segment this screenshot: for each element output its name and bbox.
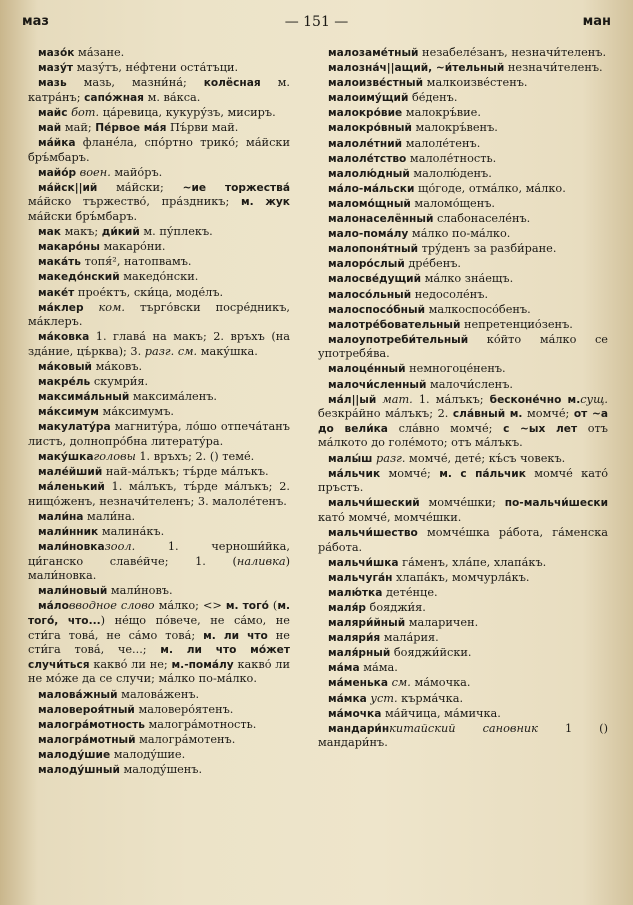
entry-headword: ма́ковый [38, 360, 92, 373]
right-column [318, 46, 608, 751]
dictionary-entry [28, 166, 290, 181]
entry-headword: мало-пома́лу [328, 228, 409, 241]
entry-text: ма́йски; [97, 180, 183, 194]
entry-text: м. катра́нъ; [28, 76, 290, 104]
dictionary-entry [318, 661, 608, 676]
entry-headword: майс [38, 106, 68, 119]
entry-text: малогра́мотенъ. [135, 732, 236, 746]
dictionary-entry [318, 362, 608, 377]
entry-text: 1. [135, 540, 212, 554]
entry-text: какво́ ли не мо́же да се случи; [28, 657, 290, 686]
entry-text: не сти́га това́, че...; [28, 628, 290, 657]
entry-headword: м. того́ [225, 600, 269, 613]
entry-headword: малоду́шие [38, 748, 111, 761]
entry-headword: маловероя́тный [38, 703, 135, 716]
entry-headword: максима́льный [38, 391, 130, 404]
entry-text: момче́; [380, 466, 440, 480]
entry-headword: ма́мка [328, 692, 367, 705]
dictionary-entry [28, 718, 290, 733]
entry-headword: малоизве́стный [328, 77, 424, 90]
entry-text: ) теме́. [214, 450, 255, 464]
page-header [22, 14, 611, 36]
entry-label: китайский сановник [389, 721, 538, 735]
dictionary-entry [28, 480, 290, 509]
entry-text: македо́нски. [119, 270, 199, 284]
entry-text: малоду́шенъ. [119, 763, 203, 776]
entry-text: малокръ́венъ. [411, 121, 498, 135]
entry-headword: ма́йск||ий [38, 181, 98, 194]
entry-text: малогра́мотность. [144, 717, 257, 731]
entry-headword: ма́ма [328, 662, 360, 675]
entry-text: малолю́денъ. [409, 166, 492, 180]
entry-headword: малозаме́тный [328, 47, 419, 59]
entry-headword: маля́рный [328, 647, 391, 660]
dictionary-entry [318, 242, 608, 257]
dictionary-entry [28, 360, 290, 375]
dictionary-entry [28, 405, 290, 420]
entry-text: максима́ленъ. [129, 390, 218, 404]
dictionary-entry [318, 467, 608, 496]
entry-text: ма́лко по-ма́лко. [158, 672, 257, 686]
entry-headword: сапо́жная [84, 91, 144, 104]
dictionary-entry [28, 688, 290, 703]
entry-text: малкоизве́стенъ. [423, 76, 528, 90]
entry-headword: с ~ых лет [503, 422, 578, 435]
dictionary-entry [28, 106, 290, 121]
entry-headword: ма́ло-ма́льски [328, 182, 415, 195]
entry-headword: мазь [38, 77, 67, 90]
entry-text: малочи́сленъ. [426, 377, 513, 391]
entry-text: 1 ( [537, 721, 604, 735]
entry-text: ма́лко зна́ещъ. [421, 272, 514, 286]
dictionary-entry [318, 106, 608, 121]
dictionary-entry [318, 378, 608, 393]
entry-headword: малокро́вие [328, 107, 403, 120]
entry-headword: малосо́льный [328, 288, 412, 301]
entry-label: мат. [376, 392, 413, 406]
entry-text: ма́йско тържество́, пра́здникъ; [28, 195, 241, 209]
entry-label: разг. [372, 451, 406, 465]
entry-headword: малонаселённый [328, 213, 434, 226]
entry-text: м. пу́плекъ. [139, 225, 213, 239]
entry-headword: мандари́н [328, 722, 390, 735]
entry-text: момче́шки; [419, 496, 505, 510]
entry-headword: маляри́йный [328, 617, 406, 630]
dictionary-entry [318, 722, 608, 751]
entry-text: магниту́ра, ло́шо отпеча́танъ листъ, долнопро́бна литерату́ра. [28, 420, 290, 448]
entry-label: головы [93, 450, 136, 464]
entry-label: воен. [76, 165, 111, 179]
dictionary-entry [28, 584, 290, 599]
dictionary-entry [28, 763, 290, 778]
dictionary-entry [28, 330, 290, 359]
dictionary-entry [318, 46, 608, 61]
entry-text: отъ ма́лъкъ. [451, 436, 523, 450]
entry-label: разг. [144, 344, 175, 358]
entry-text: Пъ́рви май. [166, 120, 239, 134]
entry-headword: малоро́слый [328, 258, 405, 271]
entry-headword: ма́ксимум [38, 406, 99, 419]
entry-text: малоле́тенъ. [402, 136, 481, 150]
entry-headword: малосве́дущий [328, 273, 422, 286]
dictionary-entry [28, 136, 290, 165]
entry-text: ма́ковъ. [91, 359, 143, 373]
entry-text: малова́женъ. [117, 687, 200, 701]
entry-headword: ма́ло [38, 600, 69, 613]
entry-text: мазь, мазни́на́; [66, 76, 204, 90]
dictionary-entry [28, 390, 290, 405]
dictionary-entry [318, 496, 608, 525]
left-column [28, 46, 290, 778]
entry-headword: Пе́рвое ма́я [95, 121, 167, 134]
dictionary-entry [318, 586, 608, 601]
entry-text: бе́денъ. [408, 91, 458, 105]
entry-text: бояджи́я. [365, 600, 426, 614]
dictionary-entry [318, 526, 608, 555]
entry-headword: малоце́нный [328, 363, 406, 376]
entry-headword: м.-пома́лу [171, 658, 234, 671]
entry-text: търго́вски посре́дникъ, ма́клеръ. [28, 300, 290, 329]
dictionary-entry [28, 76, 290, 105]
entry-headword: мали́нник [38, 526, 99, 538]
entry-text: ма́мочка. [410, 676, 471, 690]
entry-text: маку́шка. [197, 344, 258, 358]
dictionary-entry [28, 121, 290, 136]
dictionary-entry [28, 420, 290, 449]
dictionary-entry [28, 375, 290, 390]
entry-label: наливка [236, 554, 286, 568]
entry-headword: малю́тка [328, 586, 383, 599]
entry-headword: ~ие торжества́ [182, 181, 290, 194]
entry-text: бояджи́йски. [390, 646, 472, 660]
entry-headword: мали́на [38, 510, 84, 523]
entry-headword: мак [38, 226, 61, 239]
entry-text: прое́ктъ, ски́ца, моде́лъ. [74, 285, 224, 299]
dictionary-entry [318, 393, 608, 451]
entry-headword: бесконе́чно м. [489, 393, 581, 406]
entry-headword: м. ли что [203, 629, 268, 642]
entry-label: зоол. [104, 540, 136, 554]
entry-headword: м. жук [240, 196, 290, 209]
entry-text: ма́зане. [74, 46, 125, 59]
entry-text: га́менъ, хла́пе, хлапа́къ. [398, 555, 547, 569]
entry-text: 1. ма́лъкъ; [412, 392, 490, 406]
entry-headword: ма́йка [38, 137, 76, 150]
entry-headword: мазо́к [38, 47, 75, 59]
entry-headword: ма́менька [328, 677, 389, 690]
dictionary-entry [28, 733, 290, 748]
entry-headword: малоспосо́бный [328, 303, 425, 316]
dictionary-entry [318, 197, 608, 212]
entry-headword: ма́ковка [38, 331, 90, 344]
entry-text: ца́ревица, кукуру́зъ, мисиръ. [99, 105, 276, 119]
entry-headword: ма́мочка [328, 707, 382, 720]
dictionary-entry [318, 61, 608, 76]
entry-text: ) мандари́нъ. [318, 721, 608, 750]
dictionary-entry [318, 616, 608, 631]
entry-headword: ма́клер [38, 301, 84, 314]
dictionary-entry [318, 182, 608, 197]
entry-headword: от ~а до вели́ка [318, 408, 608, 435]
dictionary-entry [28, 525, 290, 540]
dictionary-entry [318, 646, 608, 661]
dictionary-entry [318, 152, 608, 167]
entry-headword: малоупотреби́тельный [328, 333, 469, 346]
entry-label: вводное слово [68, 599, 155, 613]
dictionary-entry [28, 465, 290, 480]
entry-text: момче́шка ра́бота, га́менска ра́бота. [318, 526, 608, 554]
dictionary-entry [318, 212, 608, 227]
dictionary-entry [318, 91, 608, 106]
entry-text: ) не́що по́вече, не са́мо, не сти́га това́, не са́мо това́; [28, 614, 290, 642]
entry-headword: мали́новый [38, 585, 108, 598]
entry-headword: м. с па́льчик [439, 467, 526, 480]
entry-text: ма́йчица, ма́мичка. [381, 706, 501, 720]
entry-text: хлапа́къ, момчурла́къ. [392, 570, 530, 584]
entry-text: ма́ксимумъ. [98, 405, 174, 419]
entry-text: безкра́йно ма́лъкъ; 2. [318, 407, 453, 421]
dictionary-entry [318, 556, 608, 571]
dictionary-entry [318, 76, 608, 91]
entry-text: топя́², натопвамъ. [81, 255, 192, 269]
entry-headword: маке́т [38, 286, 75, 299]
dictionary-entry [318, 257, 608, 272]
entry-text: скумри́я. [90, 375, 149, 389]
dictionary-entry [28, 270, 290, 285]
entry-label: см. [177, 344, 198, 358]
entry-text: малкоспосо́бенъ. [425, 302, 531, 316]
entry-text: 1. ма́лъкъ, тъ́рде ма́лъкъ; 2. нищо́женъ, незначи́теленъ; 3. малоле́тенъ. [28, 480, 290, 508]
entry-text: малокръ́вие. [402, 106, 481, 120]
entry-headword: макаро́ны [38, 241, 100, 254]
entry-text: тру́денъ за разби́ране. [418, 242, 557, 256]
entry-text: най-ма́лъкъ; тъ́рде ма́лъкъ. [102, 465, 269, 479]
entry-text: дете́нце. [382, 585, 438, 599]
entry-headword: сла́вный м. [452, 408, 523, 421]
dictionary-entry [28, 510, 290, 525]
entry-headword: малогра́мотный [38, 733, 136, 746]
entry-text: що́годе, отма́лко, ма́лко. [414, 181, 566, 195]
dictionary-entry [28, 61, 290, 76]
dictionary-entry [28, 540, 290, 584]
dictionary-entry [28, 703, 290, 718]
dictionary-entry [28, 599, 290, 687]
dictionary-entry [318, 333, 608, 362]
entry-headword: маля́р [328, 601, 366, 614]
entry-headword: колёсная [203, 77, 261, 90]
entry-text: черноши́йка, ци́ганско славе́йче; 1. ( [28, 540, 290, 568]
entry-text: отъ ма́лкото до голе́мото; [318, 421, 608, 450]
entry-text: ( [268, 599, 278, 613]
entry-text: ) мали́новка. [28, 554, 290, 583]
entry-headword: малоле́тство [328, 152, 407, 165]
entry-text: непретенцио́зенъ. [460, 317, 573, 331]
dictionary-entry [318, 272, 608, 287]
entry-headword: ма́льчик [328, 467, 381, 480]
dictionary-entry [318, 288, 608, 303]
header-left-guide-word: маз [22, 14, 49, 29]
entry-headword: мальчуга́н [328, 571, 393, 584]
entry-text: ма́лко по-ма́лко. [408, 227, 511, 241]
entry-headword: малопоня́тный [328, 243, 419, 256]
entry-text: момче́; [522, 407, 574, 421]
entry-headword: маляри́я [328, 632, 381, 645]
entry-text: слабонаселе́нъ. [433, 212, 531, 226]
entry-text: май; [61, 120, 96, 134]
entry-headword: маломо́щный [328, 197, 411, 210]
dictionary-entry [318, 452, 608, 467]
entry-headword: малозна́ч||ащий, ~и́тельный [328, 62, 505, 75]
entry-text: сла́вно момче́; [387, 421, 504, 435]
entry-text: ма́лко; <> [154, 599, 226, 613]
entry-text: ма́йски бръ́мбаръ. [28, 210, 138, 224]
dictionary-entry [28, 255, 290, 270]
entry-headword: малотре́бовательный [328, 318, 461, 331]
dictionary-entry [318, 601, 608, 616]
entry-headword: маку́шка [38, 451, 94, 464]
entry-headword: малоду́шный [38, 764, 120, 776]
entry-headword: малы́ш [328, 452, 373, 465]
entry-headword: ди́кий [101, 226, 140, 239]
entry-headword: майо́р [38, 166, 77, 179]
entry-text: немногоце́ненъ. [405, 362, 506, 376]
entry-text: малина́къ. [98, 525, 165, 538]
entry-headword: малоиму́щий [328, 92, 409, 105]
entry-headword: мазу́т [38, 62, 74, 75]
entry-headword: макре́ль [38, 376, 91, 389]
dictionary-entry [28, 301, 290, 330]
entry-label: см. [388, 676, 411, 690]
entry-headword: ма́ленький [38, 481, 105, 494]
entry-text: малоду́шие. [110, 747, 186, 761]
dictionary-entry [318, 707, 608, 722]
entry-headword: мака́ть [38, 256, 81, 269]
entry-label: уст. [366, 691, 398, 705]
entry-text: ко́йто ма́лко се употребя́ва. [318, 332, 608, 361]
dictionary-entry [28, 450, 290, 465]
entry-headword: мальчи́шеский [328, 497, 420, 510]
dictionary-entry [318, 137, 608, 152]
entry-text: недосоле́нъ. [411, 287, 489, 301]
dictionary-entry [318, 676, 608, 691]
dictionary-entry [28, 748, 290, 763]
dictionary-entry [318, 167, 608, 182]
entry-headword: малолю́дный [328, 167, 410, 180]
dictionary-entry [318, 227, 608, 242]
entry-text: като́ момче́, момче́шки. [318, 510, 462, 524]
entry-headword: по-мальчи́шески [504, 497, 608, 510]
entry-text: незначи́теленъ. [504, 61, 603, 75]
entry-label: сущ. [580, 392, 608, 406]
header-right-guide-word: ман [582, 14, 611, 29]
entry-headword: малокро́вный [328, 122, 412, 135]
entry-label: ком. [83, 300, 125, 314]
entry-headword: мальчи́шество [328, 527, 418, 539]
entry-headword: м. ли что мо́жет случи́ться [28, 644, 290, 671]
entry-text: ма́ма. [359, 661, 398, 675]
entry-text: 1. връхъ; 2. ( [135, 450, 215, 464]
entry-text: мали́на. [83, 509, 136, 523]
entry-text: момче́ като́ пръстъ. [318, 466, 608, 495]
entry-text: фланéла, спо́ртно трико́; ма́йски бръ́мбаръ. [28, 136, 290, 164]
entry-text: м. ва́кса. [143, 90, 201, 104]
entry-headword: малочи́сленный [328, 378, 427, 391]
dictionary-entry [28, 240, 290, 255]
entry-headword: мале́йший [38, 466, 103, 479]
entry-text: момче́, дете́; къ́съ човекъ. [405, 451, 566, 465]
entry-headword: малова́жный [38, 688, 118, 701]
entry-text: маларичен. [405, 616, 479, 630]
entry-headword: м. того́, что... [28, 600, 290, 628]
entry-headword: май [38, 121, 62, 134]
entry-headword: ма́л||ый [328, 393, 377, 406]
entry-text: мазу́тъ, не́фтени оста́тъци. [73, 61, 239, 75]
entry-text: маловеро́ятенъ. [134, 702, 234, 716]
entry-headword: макулату́ра [38, 421, 111, 434]
dictionary-entry [318, 121, 608, 136]
dictionary-entry [318, 318, 608, 333]
entry-label: бот. [67, 105, 100, 119]
entry-text: макъ; [61, 225, 102, 239]
entry-text: мала́рия. [380, 631, 439, 645]
entry-headword: мальчи́шка [328, 556, 399, 569]
entry-text: каквó ли не; [89, 657, 172, 671]
entry-headword: малоле́тний [328, 137, 403, 150]
dictionary-entry [28, 286, 290, 301]
entry-text: малоле́тность. [406, 151, 497, 165]
dictionary-entry [318, 631, 608, 646]
entry-text: незабеле́занъ, незначи́теленъ. [418, 46, 607, 59]
entry-headword: македо́нский [38, 271, 120, 284]
page-number: — 151 — [284, 14, 349, 30]
entry-headword: мали́новка [38, 541, 105, 554]
entry-text: макаро́ни. [99, 240, 166, 254]
dictionary-entry [318, 571, 608, 586]
entry-text: маломо́щенъ. [410, 196, 496, 210]
dictionary-entry [28, 46, 290, 61]
entry-headword: малогра́мотность [38, 718, 145, 731]
entry-text: 1. глава́ на макъ; 2. връхъ (на зда́ние, цъ́рква); 3. [28, 330, 290, 358]
dictionary-entry [318, 692, 608, 707]
dictionary-entry [28, 181, 290, 225]
entry-text: кърма́чка. [397, 691, 464, 705]
dictionary-entry [28, 225, 290, 240]
entry-text: майо́ръ. [110, 165, 163, 179]
entry-text: мали́новъ. [107, 584, 173, 598]
dictionary-entry [318, 303, 608, 318]
entry-text: дре́бенъ. [404, 257, 462, 271]
